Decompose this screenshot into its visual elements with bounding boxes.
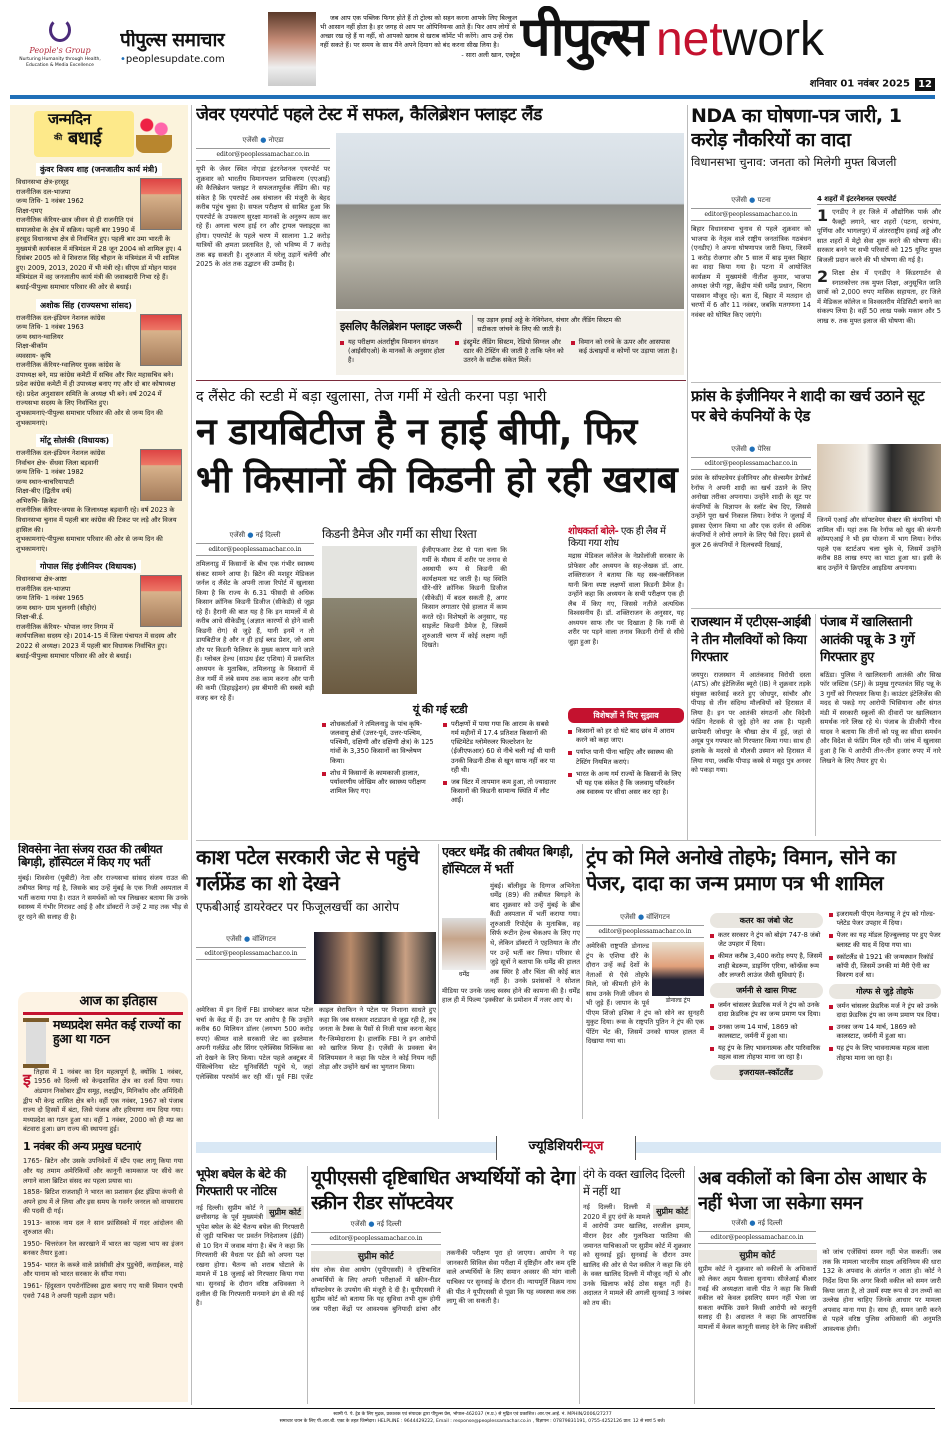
page-number: 12 [915,78,935,91]
gift-point: स्कॉटलैंड से 1921 की जन्मस्थान रिकॉर्ड कॉपी दी, जिसमें उनकी मां मैरी ऐनी का विवरण दर्ज था। [829,953,942,981]
history-event: 1765- ब्रिटेन और उसके उपनिवेशों में स्टैंप एक्ट लागू किया गया और यह तमाम अमेरिकियों और कानूनी कामकाज पर सीधे कर लगाने वाला ब्रिटिश संसद का पहला प्रयास था। [23,1157,183,1185]
tips-title: विशेषज्ञों ने दिए सुझाव [568,708,684,723]
flower-basket-icon [136,113,172,153]
khalid-body: सुप्रीम कोर्ट नई दिल्ली। दिल्ली में 2020 में हुए दंगों के मामले में आरोपी उमर खालिद, शरजील इमाम, मीरान हैदर और गुलफिशा फातिमा की जमानत याचिकाओं पर सुप्रीम कोर्ट में शुक्रवार को सुनवाई हुई। सुनवाई के दौरान उमर खालिद की ओर से पेश वकील ने कहा कि दंगे के वक्त खालिद दिल्ली में मौजूद नहीं थे और उनके खिलाफ कोई ठोस सबूत नहीं है। अदालत ने मामले की अगली सुनवाई 3 नवंबर को तय की। [583,1203,691,1307]
birthday-person-name: अशोक सिंह (राज्यसभा सांसद) [36,299,136,312]
birthday-person-name: कुंवर विजय शाह (जनजातीय कार्य मंत्री) [36,163,162,176]
lawyers-headline: अब वकीलों को बिना ठोस आधार के नहीं भेजा जा सकेगा समन [698,1168,926,1215]
study-point: जब विंटर में तापमान कम हुआ, तो ज्यादातर किसानों की किडनी सामान्य स्थिति में लौट आईं। [443,778,558,806]
email: editor@peoplessamachar.co.in [311,1232,441,1245]
events-list [23,1157,183,1301]
date-row [740,75,935,94]
nda-story [691,105,941,380]
birthday-person-bio [16,314,182,429]
lancet-subhead: किडनी डैमेज और गर्मी का सीधा रिश्ता [322,527,477,541]
gift-point: कतर सरकार ने ट्रंप को बोइंग 747-8 जंबो जेट उपहार में दिया। [710,931,823,949]
lawyers-story [698,1166,941,1404]
nda-side-title: 4 शहरों में इंटरनेशनल एयरपोर्ट [817,195,941,205]
researcher-subhead: शोधकर्ता बोले- एक ही लैब में किया गया शोध [568,526,666,549]
birthday-text: विधानसभा क्षेत्र-हरसूद राजनीतिक दल-भाजपा जन्म तिथि- 1 नवंबर 1962 शिक्षा-एमए राजनीतिक कॅरियर-छात्र जीवन से ही राजनीति एवं समाजसेवा के क्षेत्र में सक्रिय। पहली बार 1990 में हरसूद विधानसभा क्षेत्र से निर्वाचित हुए। पहली बार उमा भारती के मुख्यमंत्री कार्यकाल में मंत्रिमंडल में 28 जून 2004 को शामिल हुए। 4 दिसंबर 2005 को वे शिवराज सिंह चौहान के मंत्रिमंडल में भी शामिल हुए। 2009, 2013, 2020 में भी मंत्री रहे। सीएम डॉ मोहन यादव मंत्रिमंडल में वह जनजातीय कार्य मंत्री की जवाबदारी निभा रहे हैं। बधाई-पीपुल्स समाचार परिवार की ओर से बधाई। [16,178,182,292]
airport-car-photo [336,133,684,309]
bhupesh-story [196,1166,304,1404]
gift-point: उनका जन्म 14 मार्च, 1869 को कालस्टाट, जर्मनी में हुआ था। [829,1023,942,1041]
birthday-person-bio [16,178,182,293]
bhupesh-body: सुप्रीम कोर्ट नई दिल्ली। सुप्रीम कोर्ट ने छत्तीसगढ़ के पूर्व मुख्यमंत्री भूपेश बघेल के बेटे चैतन्य बघेल की गिरफ्तारी से जुड़ी याचिका पर प्रवर्तन निदेशालय (ईडी) से 10 दिन में जवाब मांगा है। बेंच ने कहा कि गिरफ्तारी की वैधता पर ईडी को अपना पक्ष रखना होगा। चैतन्य को शराब घोटाले के मामले में 18 जुलाई को गिरफ्तार किया गया था। सुनवाई के दौरान वरिष्ठ अधिवक्ता ने दलील दी कि गिरफ्तारी मनमाने ढंग से की गई है। [196,1203,304,1308]
rajasthan-story [691,614,811,836]
email: editor@peoplessamachar.co.in [196,543,314,556]
birthday-person-name: गोपाल सिंह इंजीनियर (विधायक) [36,560,141,573]
history-event: 1950- चित्तरंजन रेल कारखाने में भारत का पहला भाप का इंजन बनकर तैयार हुआ। [23,1239,183,1258]
photo-caption: धर्मेंद्र [458,970,470,978]
person-photo [140,314,182,366]
birthday-title-greeting: बधाई [68,128,102,149]
dharmendra-body: मुंबई। बॉलीवुड के दिग्गज अभिनेता धर्मेंद्र (89) की तबीयत बिगड़ने के बाद शुक्रवार को उन्हें मुंबई के ब्रीच कैंडी अस्पताल में भर्ती कराया गया। शुरुआती रिपोर्ट्स के मुताबिक, वह सिर्फ रूटीन हेल्थ चेकअप के लिए गए थे, लेकिन डॉक्टरों ने एहतियात के तौर पर उन्हें भर्ती कर लिया। परिवार से जुड़े सूत्रों ने बताया कि धर्मेंद्र की हालत अब स्थिर है और चिंता की कोई बात नहीं है। उनके प्रशंसकों ने सोशल मीडिया पर उनके जल्द स्वस्थ होने की कामना की है। धर्मेंद्र हाल ही में फिल्म 'इक्कीस' के प्रमोशन में नजर आए थे। [442,881,580,1005]
upsc-body: सुप्रीम कोर्ट संघ लोक सेवा आयोग (यूपीएससी) ने दृष्टिबाधित अभ्यर्थियों के लिए अपनी परीक्षाओं में स्क्रीन-रीडर सॉफ्टवेयर के उपयोग की मंजूरी दे दी है। यूपीएससी ने सुप्रीम कोर्ट को बताया कि यह सुविधा तभी शुरू होगी जब परीक्षा केंद्रों पर आवश्यक बुनियादी ढांचा और तकनीकी परीक्षण पूरा हो जाएगा। आयोग ने यह जानकारी सिविल सेवा परीक्षा में दृष्टिहीन और कम दृष्टि वाले अभ्यर्थियों के लिए समान अवसर की मांग वाली याचिका पर सुनवाई के दौरान दी। न्यायमूर्ति विक्रम नाथ की पीठ ने यूपीएससी से पूछा कि यह व्यवस्था कब तक लागू की जा सकती है। [311,1249,576,1313]
email: editor@peoplessamachar.co.in [691,208,811,221]
history-event: 1858- ब्रिटिश राजशाही ने भारत का प्रशासन ईस्ट इंडिया कंपनी से अपने हाथ में ले लिया और इस समय के गवर्नर जनरल को वायसराय की पदवी दी गई। [23,1188,183,1216]
gift-point: पेजर का यह मॉडल हिज्बुल्लाह पर हुए पेजर ब्लास्ट की याद में दिया गया था। [829,931,942,949]
gift-point: जर्मन चांसलर फ्रेडरिक मर्ज ने ट्रंप को उनके दादा फ्रेडरिक ट्रंप का जन्म प्रमाण पत्र दिया। [829,1002,942,1020]
gift-title: जर्मनी से खास गिफ्ट [710,983,823,998]
rajasthan-body: जयपुर। राजस्थान में आतंकवाद विरोधी दस्ता (ATS) और इंटेलिजेंस ब्यूरो (IB) ने शुक्रवार तड़के संयुक्त कार्रवाई करते हुए जोधपुर, सांचौर और पीपाड़ से तीन संदिग्ध मौलवियों को हिरासत में लिया है। इन पर आतंकी संगठनों और विदेशी फंडिंग नेटवर्क से जुड़े होने का शक है। पहली छापेमारी जोधपुर के चौखा क्षेत्र में हुई, जहां से अयूब पुत्र गफ्फार को गिरफ्तार किया गया। साथ ही इलाके के मदरसे से मौलवी उस्मान को हिरासत में लिया गया, जबकि पीपाड़ कस्बे से मसूद पुत्र अनवर को पकड़ा गया। [691,670,811,775]
group-tagline: Nurturing Humanity through Health, Education & Media Excellence [19,57,101,68]
samachar-title: पीपुल्स समाचार [120,30,225,51]
farmer-ox-photo [322,546,417,694]
france-story [691,386,941,606]
france-body-continued: जिनमें एआई और सॉफ्टवेयर सेक्टर की कंपनियां भी शामिल थीं। यहां तक कि रेनॉफ को खुद की कंपनी कॉम्पएआई ने भी इस योजना में भाग लिया। रेनॉफ पहले एक स्टार्टअप चला चुके थे, जिसमें उन्होंने करीब 88 लाख रुपए का घाटा हुआ था। इसी के बाद उन्होंने ये क्रिएटिव आइडिया अपनाया। [817,516,941,572]
point-text: एनडीए ने हर जिले में औद्योगिक पार्क और फैक्ट्री लगाने, चार शहरों (पटना, दरभंगा, पूर्णिया और भागलपुर) में अंतरराष्ट्रीय हवाई अड्डे और सात शहरों में मेट्रो सेवा शुरू करने की घोषणा की। सरकार बनने पर सभी परिवारों को 125 यूनिट मुफ्त बिजली प्रदान करने की भी घोषणा की गई है। [817,208,941,264]
birthday-person-bio [16,575,182,661]
france-headline: फ्रांस के इंजीनियर ने शादी का खर्च उठाने सूट पर बेचे कंपनियों के ऐड [691,387,925,426]
khalid-headline: दंगे के वक्त खालिद दिल्ली में नहीं था [583,1167,685,1198]
france-body: फ्रांस के सॉफ्टवेयर इंजीनियर और सेल्समैन डेगोबर्ट रेनॉफ ने अपनी शादी का खर्च उठाने के लिए अनोखा तरीका अपनाया। उन्होंने शादी के सूट पर कंपनियों के विज्ञापन के स्लॉट बेच दिए, जिससे उन्होंने पूरा खर्च निकाल लिया। रेनॉफ ने जुलाई में इसका ऐलान किया था और एक दर्जन से अधिक कंपनियों ने लोगो लगाने के लिए पैसे दिए। इसमें से कुल 26 कंपनियों ने दिलचस्पी दिखाई, [691,474,811,549]
trump-body: अमेरिकी राष्ट्रपति डोनाल्ड ट्रंप के एशिया दौरे के दौरान उन्हें कई देशों के नेताओं से ऐसे तोहफे मिले, जो कीमती होने के साथ उनके निजी जीवन से भी जुड़े हैं। जापान के पूर्व पीएम शिंजो इशिबा ने ट्रंप को सोने का सुनहरी मुकुट दिया। रूस के राष्ट्रपति पुतिन ने ट्रंप की एक पेंटिंग भेंट की, जिसमें उनको घायल हालत में दिखाया गया था। [586,942,704,1046]
email: editor@peoplessamachar.co.in [698,1231,816,1244]
birthday-text: विधानसभा क्षेत्र-आष्टा राजनीतिक दल-भाजपा जन्म तिथि- 1 नवंबर 1965 जन्म स्थान- ग्राम भुलनगी (सीहोर) शिक्षा-बी.ई. राजनीतिक कॅरियर- भोपाल नगर निगम में कार्यपालिका सदस्य रहे। 2014-15 में जिला पंचायत में सदस्य और 2022 से अध्यक्ष। 2023 में पहली बार विधायक निर्वाचित हुए। बधाई-पीपुल्स समाचार परिवार की ओर से बधाई। [16,575,177,660]
history-label: आज का इतिहास [79,994,157,1009]
researcher-body: मद्रास मेडिकल कॉलेज के नेफ्रोलॉजी सरकार के प्रोफेसर और अध्ययन के सह-लेखक डॉ. आर. शक्तिराजन ने बताया कि यह सब-क्लीनिकल यानी बिना स्पष्ट लक्षणों वाला किडनी डैमेज है। उन्होंने कहा कि अध्ययन के सभी परीक्षण एक ही लैब में किए गए, जिससे नतीजे अत्यधिक विश्वसनीय हैं। डॉ. शक्तिराजन के अनुसार, यह अध्ययन साफ तौर पर दिखाता है कि गर्मी से शरीर पर पड़ने वाला तनाव किडनी रोगों से सीधे जुड़ा हुआ है। [568,552,684,646]
group-name: People's Group [29,46,91,55]
email: editor@peoplessamachar.co.in [196,947,306,960]
byline: एजेंसी ● पटना [731,196,771,204]
quote-box: जब आप एक पब्लिक फिगर होते हैं तो ट्रोल्स को सहन करना आपके लिए बिल्कुल भी आसान नहीं होता है। हर जगह से आप पर ओपिनियन्स आते हैं। फिर आप लोगों से अच्छा रख रहे हैं या नहीं, वो आपको खराब से खराब कॉमेंट भी करेंगे। आप उन्हें रोक नहीं सकते हैं। पर समय के साथ मैंने अपने दिमाग को बंद करना सीख लिया है। - सारा अली खान, एक्ट्रेस [320,14,520,60]
expert-tip: भारत के अन्य गर्म राज्यों के किसानों के लिए भी यह एक संकेत है कि जलवायु परिवर्तन अब स्वास्थ्य पर सीधा असर कर रहा है। [568,770,684,798]
expert-tip: किसानों को हर दो घंटे बाद छांव में आराम करने को कहा जाए। [568,727,684,745]
punjab-body: बठिंडा। पुलिस ने खालिस्तानी आतंकी और सिख फॉर जस्टिस (SFJ) के प्रमुख गुरपतवंत सिंह पन्नू के 3 गुर्गों को गिरफ्तार किया है। काउंटर इंटेलिजेंस की मदद से पकड़े गए आरोपी भिसियाना और संगत मंडी में सरकारी स्कूलों की दीवारों पर खालिस्तान समर्थक नारे लिख रहे थे। पंजाब के डीजीपी गौरव यादव ने बताया कि तीनों को पन्नू का सीधा समर्थन और विदेश से फंडिंग मिल रही थी। जांच में खुलासा हुआ है कि ये आरोपी तीन-तीन हजार रुपए में नारे लिखने के लिए तैयार हुए थे। [820,670,941,765]
lancet-kicker: द लैंसेट की स्टडी में बड़ा खुलासा, तेज गर्मी में खेती करना पड़ा भारी [196,389,547,405]
raut-body: मुंबई। शिवसेना (यूबीटी) नेता और राज्यसभा सांसद संजय राउत की तबीयत बिगड़ गई है, जिसके बाद उन्हें मुंबई के एक निजी अस्पताल में भर्ती कराया गया है। राउत ने समर्थकों को पत्र लिखकर बताया कि उनके स्वास्थ्य में गंभीर गिरावट आई है और डॉक्टरों ने उन्हें 2 माह तक भीड़ से दूर रहने की सलाह दी है। [18,874,188,921]
imprint-footer: स्वामी पे. पे. ट्रेड के लिए मुद्रक, प्रकाशक एवं संपादक द्वारा पीपुल्स प्रेस, भोपाल-462037 (म.प्र.) से मुद्रित एवं प्रकाशित। आर.एन.आई. नं. MPHIN/2006/27277 समाचार चयन के लिए पी.आर.बी. एक्ट के तहत जिम्मेदार। HELPLINE : 9644429222, Email : response@peoplessamachar.co.in , विज्ञापन : 07879831191, 0755-4252126 प्रात: 12 से सायं 5 बजे। [279,1412,666,1425]
hourglass-icon [23,1018,49,1068]
kash-patel-story [196,844,436,1119]
byline: एजेंसी ● नोएडा [242,136,284,144]
raut-headline: शिवसेना नेता संजय राउत की तबीयत बिगड़ी, हॉस्पिटल में किए गए भर्ती [18,843,162,870]
nda-point [817,269,941,326]
gift-point: उनका जन्म 14 मार्च, 1869 को कालस्टाट, जर्मनी में हुआ था। [710,1023,823,1041]
study-point: शोध में किसानों के कामकाजी हालात, पर्यावरणीय जोखिम और स्वास्थ्य परीक्षण शामिल किए गए। [322,769,437,797]
logo-ring-icon [49,18,71,42]
gift-point: जर्मन चांसलर फ्रेडरिक मर्ज ने ट्रंप को उनके दादा फ्रेडरिक ट्रंप का जन्म प्रमाण पत्र दिया। [710,1001,823,1019]
gift-point: कीमत करीब 3,400 करोड़ रुपए है, जिसमें शाही बेडरूम, डाइनिंग एरिया, कॉन्फ्रेंस रूम और लग्जरी लाउंज जैसी सुविधाएं हैं। [710,952,823,980]
person-photo [140,178,182,230]
birthday-section [10,105,188,840]
punjab-headline: पंजाब में खालिस्तानी आतंकी पन्नू के 3 गुर्गे गिरफ्तार हुए [820,615,915,666]
jewar-story [196,105,684,377]
calibration-box: इसलिए कैलिब्रेशन फ्लाइट जरूरी यह उड़ान हवाई अड्डे के नेविगेशन, संचार और लैंडिंग सिस्टम की सटीकता जांचने के लिए की जाती है। यह परीक्षण अंतर्राष्ट्रीय विमानन संगठन (आईसीएओ) के मानकों के अनुसार होता है। इंस्ट्रूमेंट लैंडिंग सिस्टम, रेडियो सिग्नल और रडार की टेस्टिंग की जाती है ताकि प्लेन को उतरने के सटीक संकेत मिलें। विमान को रनवे के ऊपर और आसपास कई ऊंचाइयों व कोणों पर उड़ाया जाता है। [336,311,684,375]
study-point: परीक्षणों में पाया गया कि आराम के सबसे गर्म महीनों में 17.4 प्रतिशत किसानों की एस्टिमेटेड ग्लोमेरुलर फिल्टरेशन रेट (ईजीएफआर) 60 से नीचे चली गई थी यानी उनकी किडनी ठीक से खून साफ नहीं कर पा रही थी। [443,720,558,775]
byline: एजेंसी ● नई दिल्ली [350,1220,402,1229]
dharmendra-photo [442,918,486,970]
history-event: 1961- हिंदुस्तान एयरोनॉटिक्स द्वारा बनाए गए यात्री विमान एचपी एवरो 748 ने अपनी पहली उड़ान भरी। [23,1281,183,1300]
events-title: 1 नवंबर की अन्य प्रमुख घटनाएं [23,1139,141,1153]
person-photo [140,449,182,501]
byline: एजेंसी ● नई दिल्ली [731,1219,783,1228]
actress-photo [268,12,316,86]
khalid-story [583,1166,691,1404]
upsc-headline: यूपीएससी दृष्टिबाधित अभ्यर्थियों को देगा स्क्रीन रीडर सॉफ्टवेयर [311,1167,576,1214]
study-title: यूं की गई स्टडी [412,703,468,716]
punjab-story [820,614,941,836]
email: editor@peoplessamachar.co.in [691,457,811,470]
gift-point: यह ट्रंप के लिए भावनात्मक महत्व वाला तोहफा माना जा रहा है। [829,1044,942,1062]
kash-patel-photo [314,932,436,1004]
jewar-headline: जेवर एयरपोर्ट पहले टेस्ट में सफल, कैलिब्रेशन फ्लाइट लैंड [196,105,542,125]
gift-point: यह ट्रंप के लिए भावनात्मक और पारिवारिक महत्व वाला तोहफा माना जा रहा है। [710,1044,823,1062]
lawyers-body: सुप्रीम कोर्ट सुप्रीम कोर्ट ने शुक्रवार को वकीलों के अधिकारों को लेकर अहम फैसला सुनाया। सीजेआई बीआर गवई की अध्यक्षता वाली पीठ ने कहा कि किसी वकील को केवल इसलिए समन नहीं भेजा जा सकता क्योंकि उसने किसी आरोपी को कानूनी सलाह दी है। अदालत ने कहा कि आपराधिक मामलों में केवल कानूनी सलाह देने के लिए वकीलों को जांच एजेंसियां समन नहीं भेज सकतीं। जब तक कि मामला भारतीय साक्ष्य अधिनियम की धारा 132 के अपवाद के अंतर्गत न आता हो। कोर्ट ने निर्देश दिया कि अगर किसी वकील को समन जारी किया जाता है, तो उसमें स्पष्ट रूप से उन तथ्यों का उल्लेख होना चाहिए जिनके आधार पर मामला अपवाद माना गया है। साथ ही, समन जारी करने से पहले वरिष्ठ पुलिस अधिकारी की अनुमति आवश्यक होगी। [698,1248,941,1333]
nda-point [817,208,941,265]
lancet-headline: न डायबिटीज है न हाई बीपी, फिर भी किसानों की किडनी हो रही खराब [196,410,678,502]
byline: एजेंसी ● वॉशिंगटन [620,913,670,921]
upsc-story [311,1166,576,1404]
gift-title: इजरायल-स्कॉटलैंड [710,1065,823,1080]
expert-tip: पर्याप्त पानी पीना चाहिए और स्वास्थ्य की टेस्टिंग नियमित कराएं। [568,748,684,766]
point-text: शिक्षा क्षेत्र में एनडीए ने किंडरगार्टन से स्नातकोत्तर तक मुफ्त शिक्षा, अनुसूचित जाति छात्रों को 2,000 रुपए मासिक सहायता, हर जिले में मेडिकल कॉलेज व विश्वस्तरीय मेडिसिटी बनाने का संकल्प लिया है। वहीं 50 लाख पक्के मकान और 5 लाख रु. तक मुफ्त इलाज की घोषणा की। [817,269,941,326]
nda-subhead: विधानसभा चुनाव: जनता को मिलेगी मुफ्त बिजली [691,154,897,169]
calibration-point: यह परीक्षण अंतर्राष्ट्रीय विमानन संगठन (आईसीएओ) के मानकों के अनुसार होता है। [340,338,449,366]
history-section [18,992,188,1402]
kash-headline: काश पटेल सरकारी जेट से पहुंचे गर्लफ्रेंड का शो देखने [196,845,419,895]
birthday-person-bio [16,449,182,554]
bhupesh-headline: भूपेश बघेल के बेटे की गिरफ्तारी पर नोटिस [196,1167,286,1198]
trump-headline: ट्रंप को मिले अनोखे तोहफे; विमान, सोने का पेजर, दादा का जन्म प्रमाण पत्र भी शामिल [586,845,896,895]
history-event: 1954- भारत के कब्जे वाले फ्रांसीसी क्षेत्र पुडुचेरी, कराईकल, माहे और यानाम को भारत सरकार के सौंपा गया। [23,1260,183,1279]
birthday-person-name: मोंटू सोलंकी (विधायक) [36,434,113,447]
issue-date: शनिवार 01 नवंबर 2025 [809,78,910,90]
lancet-body: तमिलनाडु में किसानों के बीच एक गंभीर स्वास्थ्य संकट सामने आया है। ब्रिटेन की मशहूर मेडिकल जर्नल द लैंसेट के अपनी ताजा रिपोर्ट में खुलासा किया है कि राज्य के 6.31 फीसदी से अधिक किसान क्रॉनिक किडनी डिजीज (सीकेडी) से जूझ रहे हैं। हैरानी की बात यह है कि इन मामलों में से करीब आधे सीकेडीयू (अज्ञात कारणों से होने वाली किडनी रोग) से जुड़े हैं, यानी इनमें न तो डायबिटीज है और न ही हाई ब्लड प्रेशर, जो आम तौर पर किडनी फेलियर के मुख्य कारण माने जाते हैं। ग्लोबल हेल्थ (साउथ ईस्ट एशिया) में प्रकाशित अध्ययन के मुताबिक, तमिलनाडु के किसानों में तेज गर्मी में लंबे समय तक काम करना और पानी की कमी (डिहाइड्रेशन) इस बीमारी की सबसे बड़ी वजह बन रहे हैं। [196,560,314,702]
nda-headline: NDA का घोषणा-पत्र जारी, 1 करोड़ नौकरियों का वादा [691,105,902,151]
history-event: 1913- कारक नाम दल ने सान फ्रांसिस्को में गदर आंदोलन की शुरुआत की। [23,1218,183,1237]
point-number: 1 [817,206,829,225]
raut-story [18,843,188,988]
header-rule [10,95,935,99]
wedding-couple-photo [817,444,941,512]
dharmendra-headline: एक्टर धर्मेंद्र की तबीयत बिगड़ी, हॉस्पिटल में भर्ती [442,844,574,876]
history-body: इतिहास में 1 नवंबर का दिन महत्वपूर्ण है, क्योंकि 1 नवंबर, 1956 को दिल्ली को केन्द्रशासित क्षेत्र का दर्जा दिया गया। अंडमान निकोबार द्वीप समूह, लक्षद्वीप, मिनिकॉय और अमिंदिवी द्वीप भी केन्द्र शासित क्षेत्र बने। वहीं एक नवंबर, 1967 को पंजाब राज्य दो हिस्सों में बंटा, जिसे पंजाब और हरियाणा नाम दिया गया। मध्यप्रदेश का गठन हुआ था। वहीं 1 नवंबर, 2000 को ही मप्र का बंटवारा हुआ। छग राज्य की स्थापना हुई। [23,1067,183,1134]
people-group-logo [10,18,110,88]
email: editor@peoplessamachar.co.in [586,925,704,938]
calibration-point: विमान को रनवे के ऊपर और आसपास कई ऊंचाइयों व कोणों पर उड़ाया जाता है। [571,338,680,366]
gift-point: इजरायली पीएम नेतन्याहू ने ट्रंप को गोल्ड-प्लेटेड पेजर उपहार में दिया। [829,910,942,928]
rajasthan-headline: राजस्थान में एटीएस-आईबी ने तीन मौलवियों को किया गिरफ्तार [691,615,811,666]
study-point: शोधकर्ताओं ने तमिलनाडु के पांच कृषि-जलवायु क्षेत्रों (उत्तर-पूर्व, उत्तर-पश्चिम, पश्चिमी, दक्षिणी और दक्षिणी क्षेत्र) के 125 गांवों के 3,350 किसानों का विश्लेषण किया। [322,720,437,766]
person-photo [140,575,182,627]
masthead: पीपुल्स network [520,6,825,68]
website-link[interactable]: •peoplesupdate.com [120,53,225,65]
jewar-body: यूपी के जेवर स्थित नोएडा इंटरनेशनल एयरपोर्ट पर शुक्रवार को भारतीय विमानपत्तन प्राधिकरण (एएआई) की कैलिब्रेशन फ्लाइट ने सफलतापूर्वक लैंडिंग की। यह संकेत है कि एयरपोर्ट अब संचालन की मंजूरी के बेहद करीब पहुंच चुका है। सफल परीक्षण से साबित हुआ कि एयरपोर्ट के उपकरण सुरक्षा मानकों के अनुरूप काम कर रहे हैं। अगला चरण हाई रन और ट्रायल फ्लाइट्स का होगा। एयरपोर्ट के पहले चरण में सालाना 1.2 करोड़ यात्रियों की क्षमता प्रस्तावित है, जो भविष्य में 7 करोड़ तक बढ़ सकती है। शुरुआत में घरेलू उड़ानें चलेंगी और 2025 के अंत तक उद्घाटन की उम्मीद है। [196,165,330,269]
email: editor@peoplessamachar.co.in [196,148,330,161]
byline: एजेंसी ● पेरिस [731,445,771,453]
kash-body: अमेरिका में इन दिनों FBI डायरेक्टर काश पटेल चर्चा के केंद्र में हैं। उन पर आरोप है कि उन्होंने करीब 60 मिलियन डॉलर (लगभग 500 करोड़ रुपए) कीमत वाले सरकारी जेट का इस्तेमाल अपनी गर्लफ्रेंड और सिंगर एलेक्सिस विल्किंस का शो देखने के लिए किया। पटेल पहले अक्टूबर में पेंसिल्वेनिया स्टेट यूनिवर्सिटी पहुंचे थे, जहां एलेक्सिस परफॉर्म कर रही थीं। पूर्व FBI एजेंट काइल सेराफिन ने पटेल पर निशाना साधते हुए कहा कि जब सरकार शटडाउन से जूझ रही है, तब जनता के टैक्स के पैसों से निजी यात्रा करना बेहद गैर-जिम्मेदाराना है। हालांकि FBI ने इन आरोपों को खारिज किया है। एजेंसी के प्रवक्ता बेन विलियमसन ने कहा कि पटेल ने कोई नियम नहीं तोड़ा और उन्होंने खर्च का भुगतान किया। [196,1006,436,1081]
calibration-point: इंस्ट्रूमेंट लैंडिंग सिस्टम, रेडियो सिग्नल और रडार की टेस्टिंग की जाती है ताकि प्लेन को उतरने के सटीक संकेत मिलें। [455,338,564,366]
byline: एजेंसी ● नई दिल्ली [229,531,281,539]
kash-subhead: एफबीआई डायरेक्टर पर फिजूलखर्ची का आरोप [196,900,400,914]
byline: एजेंसी ● वॉशिंगटन [226,935,276,943]
nda-body: बिहार विधानसभा चुनाव से पहले शुक्रवार को भाजपा के नेतृत्व वाले राष्ट्रीय जनतांत्रिक गठबंधन (एनडीए) ने अपना घोषणापत्र जारी किया, जिसमें 1 करोड़ रोजगार और 5 साल में बाढ़ मुक्त बिहार का वादा किया गया है। पटना में आयोजित कार्यक्रम में मुख्यमंत्री नीतीश कुमार, भाजपा अध्यक्ष जेपी नड्डा, केंद्रीय मंत्री धर्मेंद्र प्रधान, चिराग पासवान मौजूद रहे। बता दें, बिहार में मतदान दो चरणों में 6 और 11 नवंबर, जबकि मतगणना 14 नवंबर को घोषित किए जाएंगे। [691,225,811,319]
gift-title: गोल्फ से जुड़े तोहफे [829,984,942,999]
birthday-text: राजनीतिक दल-इंडियन नेशनल कांग्रेस जन्म तिथि- 1 नवंबर 1963 जन्म स्थान-ग्वालियर शिक्षा-बीकॉम व्यवसाय- कृषि राजनीतिक कॅरियर-ग्वालियर युवक कांग्रेस के उपाध्यक्ष बने, मप्र कांग्रेस कमेटी में सचिव और फिर महासचिव बने। प्रदेश कांग्रेस कमेटी में ही उपाध्यक्ष बनाए गए और दो बार कोषाध्यक्ष रहे। प्रदेश अनुशासन समिति के अध्यक्ष भी बने। वर्ष 2024 में राज्यसभा सदस्य के लिए निर्वाचित हुए। शुभकामनाएं-पीपुल्स समाचार परिवार की ओर से जन्म दिन की शुभकामनाएं। [16,313,176,427]
birthday-text: राजनीतिक दल-इंडियन नेशनल कांग्रेस निर्वाचन क्षेत्र- सेंधवा जिला बड़वानी जन्म तिथि- 1 नवंबर 1982 जन्म स्थान-चाचरियापाटी शिक्षा-बीए (द्वितीय वर्ष) अभिरुचि- क्रिकेट राजनीतिक कॅरियर-जयस के जिलाध्यक्ष बड़वानी रहे। वर्ष 2023 के विधानसभा चुनाव में पहली बार कांग्रेस की टिकट पर लड़े और विजय हासिल की। शुभकामनाएं-पीपुल्स समाचार परिवार की ओर से जन्म दिन की शुभकामनाएं। [16,449,177,553]
dharmendra-story [442,844,580,1119]
birthday-list [16,157,182,661]
point-number: 2 [817,267,829,287]
birthday-title-connector: की [54,133,62,142]
history-headline: मध्यप्रदेश समेत कई राज्यों का हुआ था गठन [53,1016,181,1047]
lancet-sub-body: ईजीएफआर टेस्ट से पता चला कि गर्मी के मौसम में शरीर पर तनाव से अस्थायी रूप से किडनी की कार्यक्षमता घट जाती है। यह स्थिति धीरे-धीरे क्रॉनिक किडनी डिजीज (सीकेडी) में बदल सकती है, अगर किसान लगातार ऐसे हालात में काम करते रहे। विशेषज्ञों के अनुसार, यह साइलेंट किडनी डैमेज है, जिसमें शुरुआती चरण में कोई लक्षण नहीं दिखते। [422,546,507,650]
judiciary-banner: ज्यूडिशियरीन्यूज [196,1136,941,1160]
lancet-story [196,386,684,836]
trump-photo [652,942,704,996]
gift-title: कतर का जंबो जेट [710,913,823,928]
photo-caption: डोनाल्ड ट्रंप [665,997,691,1004]
birthday-title: जन्मदिन [48,110,91,128]
trump-story [586,844,941,1119]
